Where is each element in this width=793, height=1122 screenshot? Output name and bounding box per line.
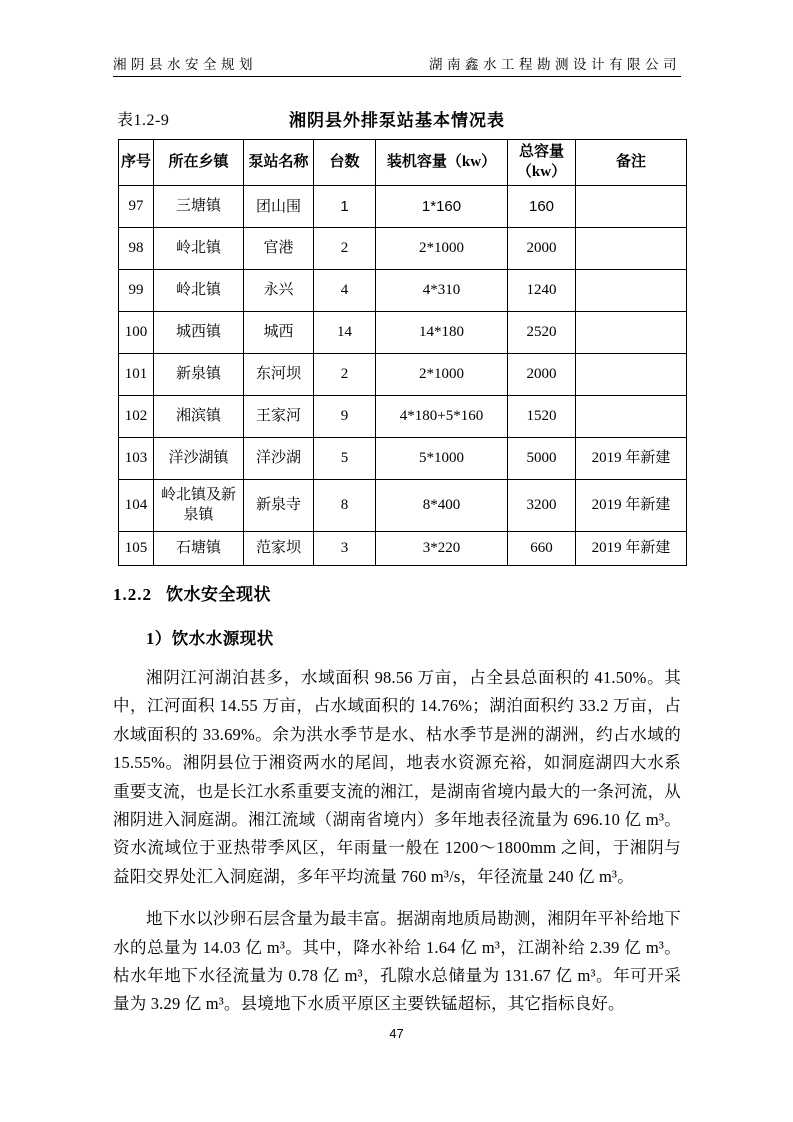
table-cell: 3 [314, 532, 376, 566]
table-cell: 2019 年新建 [576, 532, 687, 566]
table-cell: 2*1000 [376, 228, 508, 270]
table-cell [576, 186, 687, 228]
table-cell: 3*220 [376, 532, 508, 566]
table-cell: 范家坝 [244, 532, 314, 566]
table-cell: 2 [314, 228, 376, 270]
pump-station-table [118, 139, 687, 566]
table-cell: 105 [119, 532, 154, 566]
column-header-seq: 序号 [119, 140, 154, 186]
section-heading-text: 饮水安全现状 [166, 585, 271, 604]
table-cell: 王家河 [244, 396, 314, 438]
table-caption [113, 109, 681, 133]
table-cell: 8 [314, 480, 376, 532]
table-cell: 三塘镇 [154, 186, 244, 228]
section-heading [113, 580, 681, 605]
table-cell: 石塘镇 [154, 532, 244, 566]
table-cell: 城西 [244, 312, 314, 354]
table-cell: 新泉镇 [154, 354, 244, 396]
table-cell: 102 [119, 396, 154, 438]
column-header-unit-count: 台数 [314, 140, 376, 186]
table-row [119, 480, 687, 532]
table-row [119, 354, 687, 396]
table-cell: 城西镇 [154, 312, 244, 354]
table-cell: 2000 [508, 354, 576, 396]
table-cell: 4 [314, 270, 376, 312]
column-header-installed-capacity: 装机容量（kw） [376, 140, 508, 186]
table-cell: 8*400 [376, 480, 508, 532]
table-cell: 团山围 [244, 186, 314, 228]
table-cell: 永兴 [244, 270, 314, 312]
table-cell: 2520 [508, 312, 576, 354]
table-label: 表1.2-9 [117, 112, 170, 129]
table-cell: 5000 [508, 438, 576, 480]
table-cell: 101 [119, 354, 154, 396]
table-cell: 2019 年新建 [576, 480, 687, 532]
column-header-township: 所在乡镇 [154, 140, 244, 186]
column-header-total-capacity: 总容量（kw） [508, 140, 576, 186]
table-cell: 160 [508, 186, 576, 228]
table-cell: 新泉寺 [244, 480, 314, 532]
header-left-text: 湘阴县水安全规划 [113, 57, 257, 72]
table-row [119, 186, 687, 228]
table-cell: 14*180 [376, 312, 508, 354]
table-cell: 岭北镇 [154, 228, 244, 270]
table-cell: 湘滨镇 [154, 396, 244, 438]
table-cell: 100 [119, 312, 154, 354]
table-row [119, 396, 687, 438]
table-cell: 98 [119, 228, 154, 270]
table-row [119, 270, 687, 312]
table-cell [576, 354, 687, 396]
section-subheading: 1）饮水水源现状 [146, 629, 274, 648]
body-paragraph: 地下水以沙卵石层含量为最丰富。据湖南地质局勘测，湘阴年平补给地下水的总量为 14.03 亿 m³。其中，降水补给 1.64 亿 m³，江湖补给 2.39 亿 m³。枯水年地下水径流量为 0.78 亿 m³，孔隙水总储量为 131.67 亿 m³。年可开采量为 3.29 亿 m³。县境地下水质平原区主要铁锰超标，其它指标良好。 [113, 909, 681, 1014]
table-cell: 2000 [508, 228, 576, 270]
table-cell: 洋沙湖镇 [154, 438, 244, 480]
table-title: 湘阴县外排泵站基本情况表 [289, 111, 505, 130]
table-header-row [119, 140, 687, 186]
page-number: 47 [389, 1026, 404, 1041]
table-cell: 官港 [244, 228, 314, 270]
column-header-remarks: 备注 [576, 140, 687, 186]
table-cell: 岭北镇 [154, 270, 244, 312]
body-paragraph: 湘阴江河湖泊甚多，水域面积 98.56 万亩，占全县总面积的 41.50%。其中，江河面积 14.55 万亩，占水域面积的 14.76%；湖泊面积约 33.2 万亩，占水域面积的 33.69%。余为洪水季节是水、枯水季节是洲的湖洲，约占水域的 15.55%。湘阴县位于湘资两水的尾闾，地表水资源充裕，如洞庭湖四大水系重要支流，也是长江水系重要支流的湘江，是湖南省境内最大的一条河流，从湘阴进入洞庭湖。湘江流域（湖南省境内）多年地表径流量为 696.10 亿 m³。资水流域位于亚热带季风区，年雨量一般在 1200～1800mm 之间，于湘阴与益阳交界处汇入洞庭湖，多年平均流量 760 m³/s，年径流量 240 亿 m³。 [113, 668, 681, 886]
table-cell: 2*1000 [376, 354, 508, 396]
table-cell [576, 270, 687, 312]
table-cell: 97 [119, 186, 154, 228]
table-cell [576, 312, 687, 354]
table-cell: 99 [119, 270, 154, 312]
table-row [119, 438, 687, 480]
table-cell: 1520 [508, 396, 576, 438]
table-row [119, 532, 687, 566]
table-cell: 9 [314, 396, 376, 438]
column-header-station-name: 泵站名称 [244, 140, 314, 186]
table-cell: 1*160 [376, 186, 508, 228]
table-cell: 岭北镇及新泉镇 [154, 480, 244, 532]
table-cell: 14 [314, 312, 376, 354]
table-cell: 4*310 [376, 270, 508, 312]
table-cell: 东河坝 [244, 354, 314, 396]
table-cell: 5*1000 [376, 438, 508, 480]
table-cell: 660 [508, 532, 576, 566]
table-cell: 洋沙湖 [244, 438, 314, 480]
table-cell: 2 [314, 354, 376, 396]
table-cell: 3200 [508, 480, 576, 532]
table-row [119, 312, 687, 354]
table-cell: 2019 年新建 [576, 438, 687, 480]
section-heading-number: 1.2.2 [113, 585, 152, 604]
table-cell: 1 [314, 186, 376, 228]
table-cell [576, 228, 687, 270]
running-header [113, 53, 681, 77]
table-row [119, 228, 687, 270]
table-cell: 103 [119, 438, 154, 480]
table-cell [576, 396, 687, 438]
table-cell: 1240 [508, 270, 576, 312]
table-cell: 5 [314, 438, 376, 480]
header-right-text: 湖南鑫水工程勘测设计有限公司 [429, 57, 681, 72]
table-cell: 104 [119, 480, 154, 532]
table-cell: 4*180+5*160 [376, 396, 508, 438]
